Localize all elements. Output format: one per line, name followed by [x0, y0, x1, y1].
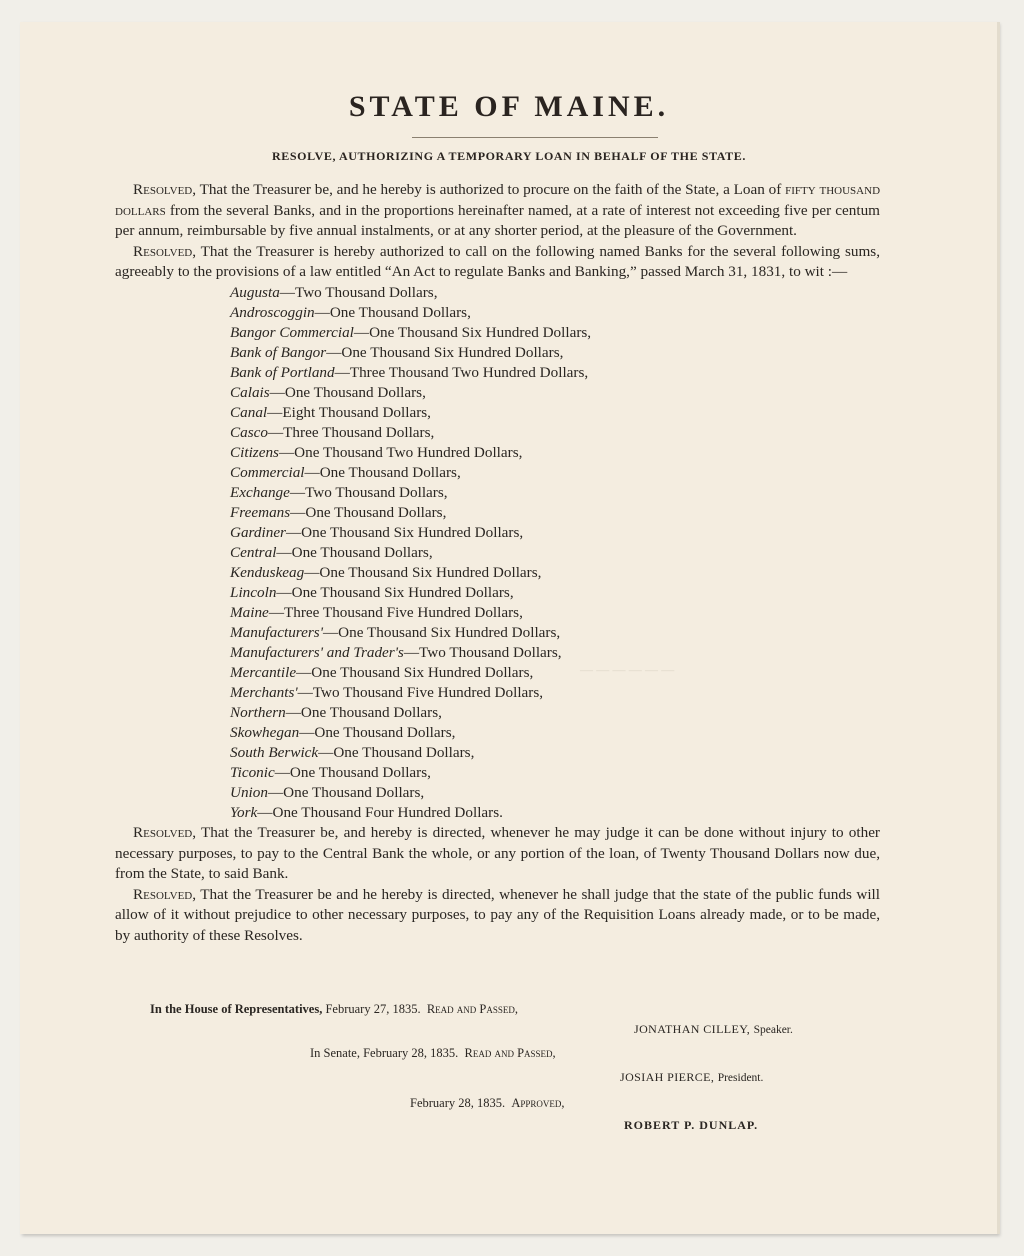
- bank-item: [230, 803, 880, 823]
- resolve-2: [115, 242, 880, 283]
- bank-item: [230, 343, 880, 363]
- approval-date: February 28, 1835.: [410, 1096, 506, 1110]
- resolve-4-text: , That the Treasurer be and he hereby is directed, whenever he shall judge that the state of the public funds will allow of it without prejudice to other necessary purposes, to pay any of the Requisition Loans already made, or to be made, by authority of these Resolves.: [115, 885, 880, 944]
- bank-name: Casco: [230, 423, 268, 441]
- bank-amount: —One Thousand Dollars,: [304, 463, 461, 481]
- bank-item: [230, 703, 880, 723]
- bleed-through: — — — — — —: [580, 662, 675, 677]
- resolve-1: [115, 180, 880, 242]
- bank-amount: —One Thousand Six Hundred Dollars,: [276, 583, 514, 601]
- bank-name: Ticonic: [230, 763, 275, 781]
- approval-line: [410, 1096, 565, 1111]
- bank-amount: —One Thousand Dollars,: [299, 723, 456, 741]
- president-signature: [620, 1070, 763, 1085]
- bank-item: [230, 503, 880, 523]
- bank-name: Androscoggin: [230, 303, 315, 321]
- house-action: Read and Passed,: [426, 1002, 518, 1016]
- bank-item: [230, 523, 880, 543]
- bank-name: Bank of Portland: [230, 363, 335, 381]
- bank-list: [115, 283, 880, 823]
- bank-name: Manufacturers': [230, 623, 323, 641]
- president-role: President.: [717, 1072, 764, 1084]
- page-title: STATE OF MAINE.: [348, 90, 670, 123]
- bank-name: Manufacturers' and Trader's: [230, 643, 404, 661]
- bank-amount: —One Thousand Six Hundred Dollars,: [304, 563, 542, 581]
- bank-name: Citizens: [230, 443, 279, 461]
- bank-amount: —One Thousand Dollars,: [285, 703, 442, 721]
- speaker-name: JONATHAN CILLEY,: [634, 1022, 751, 1036]
- bank-amount: —One Thousand Dollars,: [276, 543, 433, 561]
- resolve-3: [115, 823, 880, 885]
- bank-amount: —One Thousand Four Hundred Dollars.: [257, 803, 503, 821]
- bank-amount: —Two Thousand Five Hundred Dollars,: [297, 683, 544, 701]
- page-subtitle: RESOLVE, AUTHORIZING A TEMPORARY LOAN IN BEHALF OF THE STATE.: [272, 149, 746, 163]
- bank-amount: —One Thousand Dollars,: [269, 383, 426, 401]
- bank-amount: —One Thousand Six Hundred Dollars,: [285, 523, 524, 541]
- speaker-role: Speaker.: [753, 1024, 793, 1036]
- house-passage-line: [150, 1002, 518, 1017]
- bank-name: Bank of Bangor: [230, 343, 327, 361]
- senate-passage-line: [310, 1046, 556, 1061]
- bank-amount: —One Thousand Two Hundred Dollars,: [278, 443, 523, 461]
- bank-item: [230, 303, 880, 323]
- bank-name: Augusta: [230, 283, 280, 301]
- bank-amount: —Two Thousand Dollars,: [403, 643, 562, 661]
- bank-item: [230, 463, 880, 483]
- bank-name: Maine: [230, 603, 269, 621]
- bank-amount: —Three Thousand Dollars,: [267, 423, 435, 441]
- resolve-4: [115, 885, 880, 947]
- resolve-1-text-b: from the several Banks, and in the proportions hereinafter named, at a rate of interest not exceeding five per centum per annum, reimbursable by five annual instalments, or at any shorter period, at the pleasure of the Government.: [115, 201, 880, 240]
- senate-place: In Senate,: [310, 1046, 360, 1060]
- bank-name: Bangor Commercial: [230, 323, 354, 341]
- bank-amount: —One Thousand Six Hundred Dollars,: [326, 343, 564, 361]
- house-date: February 27, 1835.: [322, 1002, 421, 1016]
- bank-amount: —One Thousand Six Hundred Dollars,: [322, 623, 561, 641]
- bank-item: [230, 363, 880, 383]
- bank-name: South Berwick: [230, 743, 319, 761]
- bank-name: Merchants': [230, 683, 298, 701]
- bank-item: [230, 663, 880, 683]
- bank-amount: —One Thousand Six Hundred Dollars,: [353, 323, 592, 341]
- bank-name: York: [230, 803, 258, 821]
- governor-signature: ROBERT P. DUNLAP.: [624, 1118, 759, 1132]
- approval-action: Approved,: [511, 1096, 565, 1110]
- senate-date: February 28, 1835.: [359, 1046, 459, 1060]
- bank-item: [230, 643, 880, 663]
- bank-item: [230, 403, 880, 423]
- bank-name: Canal: [230, 403, 268, 421]
- bank-amount: —One Thousand Six Hundred Dollars,: [296, 663, 534, 681]
- loan-amount: fifty thousand dollars: [115, 181, 881, 219]
- bank-amount: —Two Thousand Dollars,: [279, 283, 438, 301]
- resolve-body: [115, 180, 880, 947]
- title-rule: [412, 137, 658, 138]
- bank-item: [230, 543, 880, 563]
- bank-name: Exchange: [230, 483, 290, 501]
- house-place: In the House of Representatives,: [150, 1002, 323, 1016]
- bank-amount: —One Thousand Dollars,: [274, 763, 431, 781]
- bank-amount: —One Thousand Dollars,: [318, 743, 475, 761]
- bank-item: [230, 323, 880, 343]
- president-name: JOSIAH PIERCE,: [620, 1070, 715, 1084]
- resolved-lead: Resolved: [133, 242, 193, 260]
- bank-amount: —Two Thousand Dollars,: [289, 483, 448, 501]
- resolved-lead: Resolved: [133, 885, 193, 903]
- bank-item: [230, 783, 880, 803]
- bank-item: [230, 583, 880, 603]
- bank-name: Freemans: [230, 503, 291, 521]
- bank-amount: —Three Thousand Five Hundred Dollars,: [268, 603, 523, 621]
- bank-item: [230, 603, 880, 623]
- bank-item: [230, 443, 880, 463]
- bank-name: Northern: [230, 703, 286, 721]
- bank-amount: —One Thousand Dollars,: [290, 503, 447, 521]
- resolve-3-text: , That the Treasurer be, and hereby is directed, whenever he may judge it can be done without injury to other necessary purposes, to pay to the Central Bank the whole, or any portion of the loan, of Twenty Thousand Dollars now due, from the State, to said Bank.: [115, 823, 880, 883]
- bank-name: Gardiner: [230, 523, 286, 541]
- bank-name: Kenduskeag: [230, 563, 305, 581]
- bank-name: Union: [230, 783, 268, 801]
- bank-amount: —Three Thousand Two Hundred Dollars,: [334, 363, 589, 381]
- bank-name: Commercial: [230, 463, 305, 481]
- document-page: [20, 22, 998, 1234]
- bank-item: [230, 383, 880, 403]
- resolved-lead: Resolved: [133, 181, 193, 198]
- bank-item: [230, 723, 880, 743]
- bank-item: [230, 483, 880, 503]
- speaker-signature: [634, 1022, 793, 1037]
- bank-name: Lincoln: [230, 583, 277, 601]
- resolved-lead: Resolved: [133, 823, 193, 841]
- senate-action: Read and Passed,: [464, 1046, 556, 1060]
- bank-name: Skowhegan: [230, 723, 300, 741]
- resolve-2-text: , That the Treasurer is hereby authorized to call on the following named Banks for the several following sums, agreeably to the provisions of a law entitled “An Act to regulate Banks and Banking,” passed March 31, 1831, to wit :—: [115, 242, 880, 281]
- bank-amount: —One Thousand Dollars,: [314, 303, 471, 321]
- bank-amount: —Eight Thousand Dollars,: [267, 403, 431, 421]
- bank-amount: —One Thousand Dollars,: [267, 783, 425, 801]
- bank-name: Calais: [230, 383, 270, 401]
- bank-item: [230, 623, 880, 643]
- bank-item: [230, 423, 880, 443]
- bank-item: [230, 743, 880, 763]
- bank-item: [230, 563, 880, 583]
- bank-name: Mercantile: [230, 663, 297, 681]
- bank-item: [230, 283, 880, 303]
- resolve-1-text-a: , That the Treasurer be, and he hereby is authorized to procure on the faith of the State, a Loan of: [192, 181, 786, 198]
- bank-item: [230, 763, 880, 783]
- bank-name: Central: [230, 543, 277, 561]
- bank-item: [230, 683, 880, 703]
